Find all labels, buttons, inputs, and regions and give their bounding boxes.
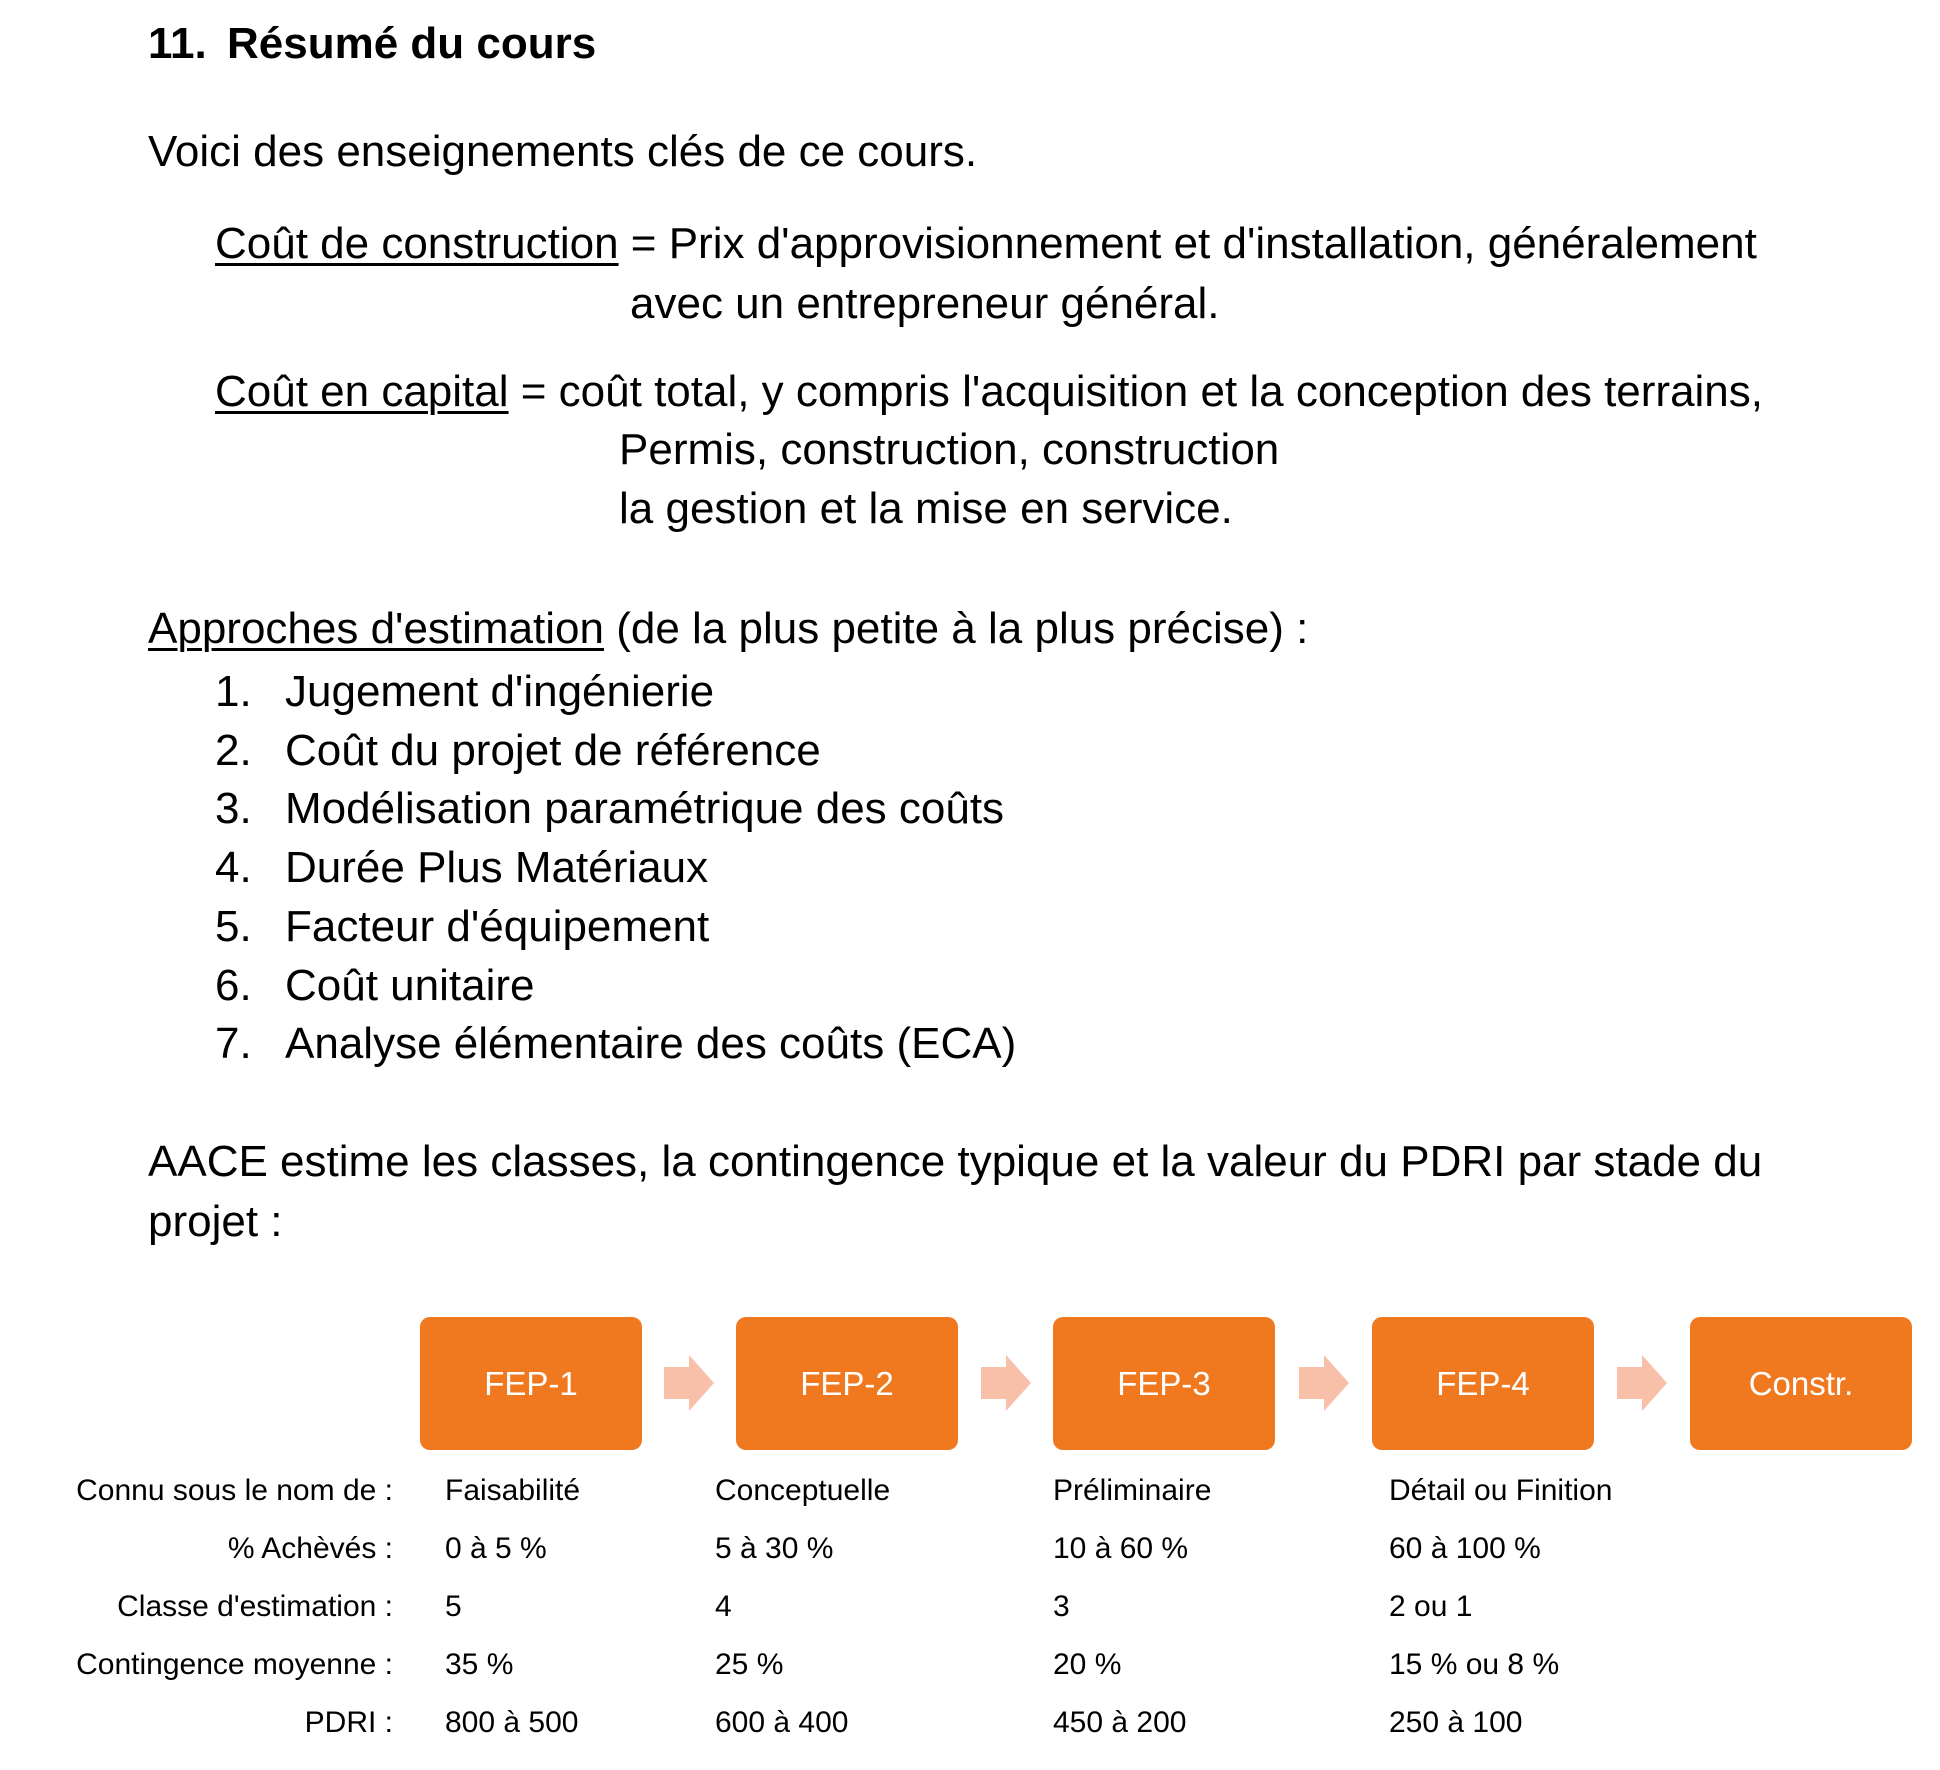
row-label: Contingence moyenne : xyxy=(76,1648,393,1681)
definition-text-continued: la gestion et la mise en service. xyxy=(619,484,1233,533)
list-item-label: Analyse élémentaire des coûts (ECA) xyxy=(285,1019,1017,1069)
definition-text: = Prix d'approvisionnement et d'installation, généralement xyxy=(618,219,1757,268)
section-number: 11. xyxy=(148,19,207,68)
list-item-label: Coût du projet de référence xyxy=(285,725,821,775)
row-label: PDRI : xyxy=(304,1706,393,1739)
table-cell: 60 à 100 % xyxy=(1389,1532,1541,1565)
arrow-right-icon xyxy=(981,1355,1031,1411)
section-heading xyxy=(148,19,597,68)
row-label: Classe d'estimation : xyxy=(117,1590,393,1623)
definition-term: Coût en capital xyxy=(215,367,509,416)
table-cell: Détail ou Finition xyxy=(1389,1474,1613,1507)
intro-text: Voici des enseignements clés de ce cours. xyxy=(148,127,978,176)
stage-box: FEP-2 xyxy=(736,1317,958,1450)
row-label: Connu sous le nom de : xyxy=(76,1474,393,1507)
stage-box: FEP-1 xyxy=(420,1317,642,1450)
arrow-right-icon xyxy=(1617,1355,1667,1411)
definition-capital-cost xyxy=(215,367,1764,416)
section-title: Résumé du cours xyxy=(226,19,597,68)
aace-text-line: projet : xyxy=(148,1197,283,1246)
table-cell: 15 % ou 8 % xyxy=(1389,1648,1560,1681)
aace-text-line: AACE estime les classes, la contingence typique et la valeur du PDRI par stade du xyxy=(148,1137,1763,1186)
table-cell: 20 % xyxy=(1053,1648,1122,1681)
table-cell: 5 xyxy=(445,1590,462,1623)
list-item-number: 6. xyxy=(215,960,252,1010)
definition-text-continued: avec un entrepreneur général. xyxy=(630,279,1220,328)
stage-box: FEP-4 xyxy=(1372,1317,1594,1450)
stage-box: Constr. xyxy=(1690,1317,1912,1450)
table-cell: Préliminaire xyxy=(1053,1474,1212,1507)
table-cell: 10 à 60 % xyxy=(1053,1532,1189,1565)
list-item-label: Modélisation paramétrique des coûts xyxy=(285,784,1005,834)
approaches-suffix: (de la plus petite à la plus précise) : xyxy=(603,604,1309,653)
list-item-label: Facteur d'équipement xyxy=(285,901,710,951)
definition-text-continued: Permis, construction, construction xyxy=(619,425,1280,474)
table-cell: 800 à 500 xyxy=(445,1706,579,1739)
table-cell: 4 xyxy=(715,1590,732,1623)
arrow-right-icon xyxy=(1299,1355,1349,1411)
table-cell: Conceptuelle xyxy=(715,1474,891,1507)
table-cell: 3 xyxy=(1053,1590,1070,1623)
table-cell: 5 à 30 % xyxy=(715,1532,834,1565)
list-item-number: 3. xyxy=(215,784,252,834)
approaches-term: Approches d'estimation xyxy=(148,604,604,653)
list-item-number: 2. xyxy=(215,725,252,775)
list-item-number: 7. xyxy=(215,1019,252,1069)
approaches-heading xyxy=(148,604,1309,653)
table-cell: 600 à 400 xyxy=(715,1706,849,1739)
list-item-number: 1. xyxy=(215,667,252,716)
table-cell: Faisabilité xyxy=(445,1474,581,1507)
row-label: % Achèvés : xyxy=(227,1532,393,1565)
list-item-number: 4. xyxy=(215,843,252,893)
definition-construction-cost xyxy=(215,219,1757,268)
table-cell: 0 à 5 % xyxy=(445,1532,547,1565)
table-cell: 35 % xyxy=(445,1648,514,1681)
arrow-right-icon xyxy=(664,1355,714,1411)
list-item-label: Coût unitaire xyxy=(285,960,535,1010)
definition-text: = coût total, y compris l'acquisition et la conception des terrains, xyxy=(508,367,1764,416)
stage-box: FEP-3 xyxy=(1053,1317,1275,1450)
table-cell: 250 à 100 xyxy=(1389,1706,1523,1739)
list-item-label: Durée Plus Matériaux xyxy=(285,843,709,893)
definition-term: Coût de construction xyxy=(215,219,619,268)
table-cell: 450 à 200 xyxy=(1053,1706,1187,1739)
list-item-number: 5. xyxy=(215,901,252,951)
table-cell: 2 ou 1 xyxy=(1389,1590,1473,1623)
table-cell: 25 % xyxy=(715,1648,784,1681)
list-item-label: Jugement d'ingénierie xyxy=(285,667,715,716)
